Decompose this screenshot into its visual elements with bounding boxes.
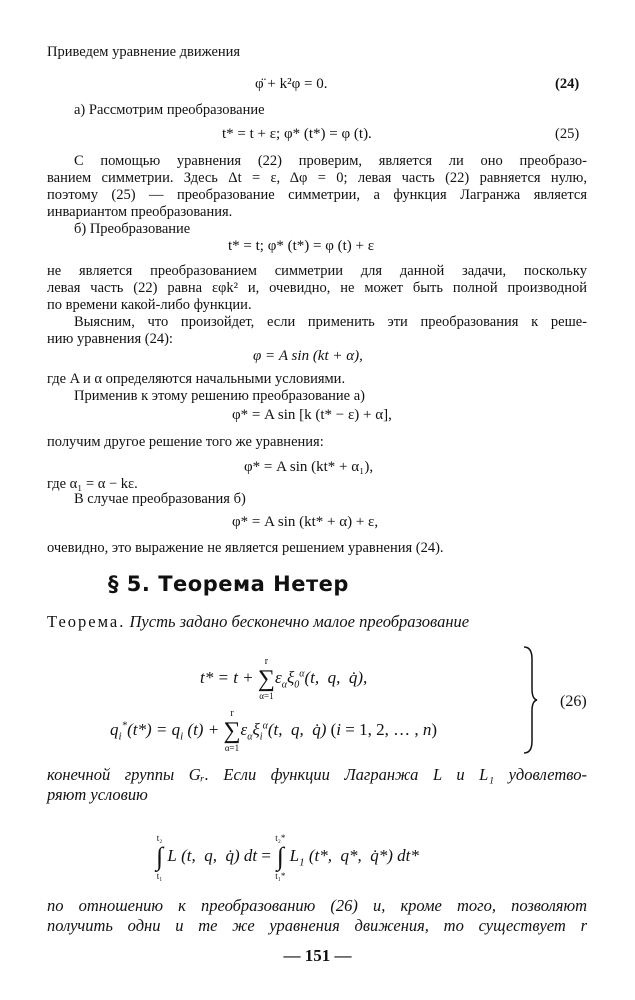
text-line: С помощью уравнения (22) проверим, является ли оно преобразо- bbox=[74, 153, 587, 169]
equation-solution: φ = A sin (kt + α), bbox=[253, 348, 363, 364]
equation-b2: φ* = A sin (kt* + α) + ε, bbox=[232, 514, 379, 530]
equation-number: (25) bbox=[555, 126, 580, 142]
text-line: инвариантом преобразования. bbox=[47, 204, 233, 220]
equation-a: φ* = A sin [k (t* − ε) + α], bbox=[232, 407, 392, 423]
equation-24: φ̈ + k²φ = 0. bbox=[255, 76, 328, 92]
text-line: поэтому (25) — преобразование симметрии, а функция Лагранжа является bbox=[47, 187, 587, 203]
text-line: Применив к этому решению преобразование а) bbox=[74, 388, 365, 404]
equation-26b: $q_i^*(t*) = q_i$ (t) + r ∑ α=1 $\varepsilon_\alpha\xi_i^\alpha(t$, q, q̇) (i = 1, 2, … , n) bbox=[110, 708, 438, 753]
text-line: не является преобразованием симметрии для данной задачи, поскольку bbox=[47, 263, 587, 279]
equation-b: t* = t; φ* (t*) = φ (t) + ε bbox=[228, 238, 375, 254]
equation-25: t* = t + ε; φ* (t*) = φ (t). bbox=[222, 126, 372, 142]
theorem-text: Пусть задано бесконечно малое преобразование bbox=[129, 612, 470, 631]
text-line: а) Рассмотрим преобразование bbox=[74, 102, 265, 118]
theorem-line bbox=[47, 612, 587, 632]
text-line: Выясним, что произойдет, если применить эти преобразования к реше- bbox=[74, 314, 587, 330]
text-line: Приведем уравнение движения bbox=[47, 44, 241, 60]
text-line: где A и α определяются начальными условиями. bbox=[47, 371, 346, 387]
text-line: б) Преобразование bbox=[74, 221, 191, 237]
right-brace-icon bbox=[522, 645, 538, 755]
equation-26a: t* = t + r ∑ α=1 $\varepsilon_\alpha\xi_0^\alpha(t$, q, q̇), bbox=[200, 656, 368, 701]
integral-equation: t₂ ∫ t₁ L (t, q, q̇) dt = t₂* ∫ t₁* $L_1$ (t*, q*, q̇*) dt* bbox=[156, 833, 419, 881]
text-line: ряют условию bbox=[47, 785, 148, 804]
text-line: ванием симметрии. Здесь Δt = ε, Δφ = 0; левая часть (22) равняется нулю, bbox=[47, 170, 587, 186]
theorem-label: Теорема. bbox=[47, 612, 126, 631]
text-line: где α₁ = α − kε. bbox=[47, 476, 138, 492]
text-line: получить одни и те же уравнения движения, то существует r bbox=[47, 916, 587, 935]
text-line: по отношению к преобразованию (26) и, кроме того, позволяют bbox=[47, 896, 587, 915]
text-line: конечной группы Gᵣ. Если функции Лагранжа L и L₁ удовлетво- bbox=[47, 765, 587, 784]
text-line: нию уравнения (24): bbox=[47, 331, 173, 347]
page-number: — 151 — bbox=[283, 946, 352, 965]
text-line: очевидно, это выражение не является решением уравнения (24). bbox=[47, 540, 444, 556]
text-line: по времени какой-либо функции. bbox=[47, 297, 252, 313]
text-line: получим другое решение того же уравнения: bbox=[47, 434, 324, 450]
equation-number: (26) bbox=[560, 693, 587, 710]
section-heading: § 5. Теорема Нетер bbox=[108, 572, 349, 596]
text-line: левая часть (22) равна εφk² и, очевидно, не может быть полной производной bbox=[47, 280, 587, 296]
text-line: В случае преобразования б) bbox=[74, 491, 246, 507]
equation-a2: φ* = A sin (kt* + α₁), bbox=[244, 459, 374, 475]
equation-number: (24) bbox=[555, 76, 580, 92]
